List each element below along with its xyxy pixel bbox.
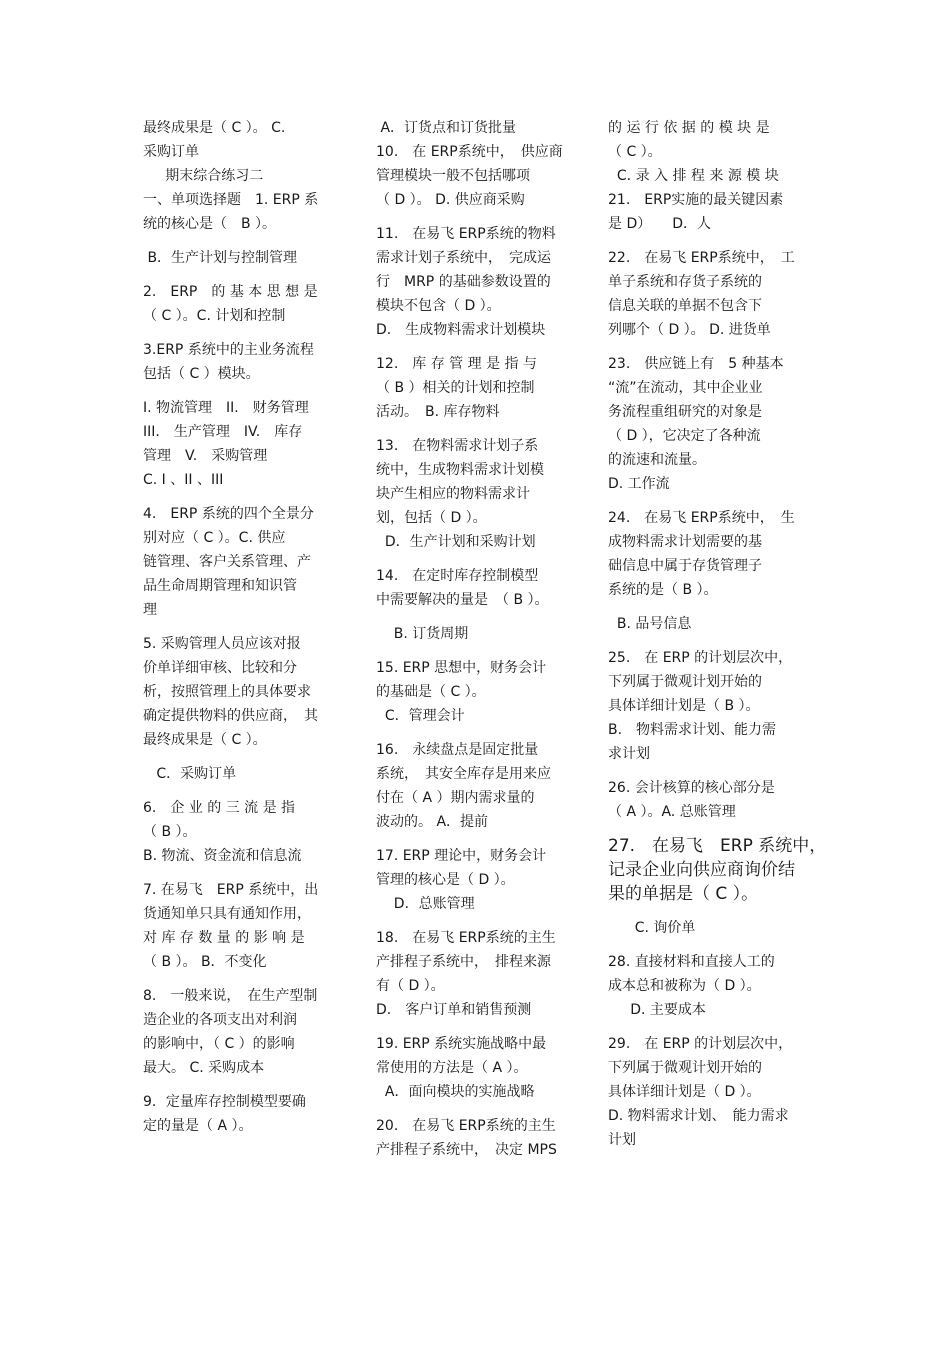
text-line: 具体详细计划是（ B ）。	[608, 698, 760, 714]
text-line: 10. 在 ERP系统中， 供应商	[376, 144, 563, 160]
text-line: 15. ERP 思想中，财务会计	[376, 660, 547, 676]
text-line: 12. 库 存 管 理 是 指 与	[376, 356, 537, 372]
text-line: B. 物流、资金流和信息流	[143, 848, 302, 864]
text-column-3	[608, 116, 827, 1162]
question-block	[608, 646, 808, 766]
question-block	[608, 776, 808, 824]
text-line: 是 D） D．人	[608, 216, 712, 232]
text-line: 管理模块一般不包括哪项	[376, 168, 530, 184]
text-line: 求计划	[608, 746, 650, 762]
text-line: I. 物流管理 II. 财务管理	[143, 400, 309, 416]
question-block	[376, 738, 576, 834]
text-line: 26. 会计核算的核心部分是	[608, 780, 775, 796]
text-line: （ C ）。C. 计划和控制	[143, 308, 286, 324]
question-block	[376, 656, 576, 728]
text-line: 确定提供物料的供应商， 其	[143, 708, 318, 724]
question-block	[376, 116, 576, 212]
text-line: 5. 采购管理人员应该对报	[143, 636, 301, 652]
text-line: 的影响中，（ C ）的影响	[143, 1036, 295, 1052]
text-line: 成物料需求计划需要的基	[608, 534, 762, 550]
text-line: 2. ERP 的 基 本 思 想 是	[143, 284, 318, 300]
text-line: C. 录 入 排 程 来 源 模 块	[608, 168, 779, 184]
text-line: 7. 在易飞 ERP 系统中，出	[143, 882, 319, 898]
question-block	[143, 116, 343, 236]
text-line: 29. 在 ERP 的计划层次中，	[608, 1036, 793, 1052]
text-line: 21. ERP实施的最关键因素	[608, 192, 784, 208]
question-block	[143, 632, 343, 752]
text-line: 22. 在易飞 ERP系统中， 工	[608, 250, 795, 266]
text-line: B. 品号信息	[608, 616, 692, 632]
text-line: 16. 永续盘点是固定批量	[376, 742, 539, 758]
text-line: （ D ），它决定了各种流	[608, 428, 761, 444]
question-block	[143, 280, 343, 328]
text-line: “流”在流动，其中企业业	[608, 380, 763, 396]
text-line: 最终成果是（ C ）。 C.	[143, 120, 286, 136]
text-line: 下列属于微观计划开始的	[608, 674, 762, 690]
text-line: C．采购订单	[143, 766, 237, 782]
text-line: 管理的核心是（ D ）。	[376, 872, 515, 888]
text-line: III. 生产管理 IV. 库存	[143, 424, 303, 440]
text-line: 17. ERP 理论中，财务会计	[376, 848, 547, 864]
question-block	[608, 916, 808, 940]
text-line: D. 客户订单和销售预测	[376, 1002, 532, 1018]
text-line: 采购订单	[143, 144, 199, 160]
question-block	[376, 926, 576, 1022]
text-line: 价单详细审核、比较和分	[143, 660, 297, 676]
text-line: 波动的。 A．提前	[376, 814, 489, 830]
question-block	[376, 222, 576, 342]
text-line: 果的单据是（ C ）。	[608, 884, 759, 904]
question-block	[376, 434, 576, 554]
text-line: 20. 在易飞 ERP系统的主生	[376, 1118, 556, 1134]
text-line: 活动。 B. 库存物料	[376, 404, 500, 420]
question-block	[143, 984, 343, 1080]
text-line: 有（ D ）。	[376, 978, 445, 994]
text-line: 18. 在易飞 ERP系统的主生	[376, 930, 556, 946]
text-line: （ A ）。A. 总账管理	[608, 804, 736, 820]
text-line: B. 物料需求计划、能力需	[608, 722, 777, 738]
question-block	[376, 622, 576, 646]
text-line: （ B ）相关的计划和控制	[376, 380, 535, 396]
text-line: 19. ERP 系统实施战略中最	[376, 1036, 547, 1052]
text-line: 链管理、客户关系管理、产	[143, 554, 311, 570]
question-block	[608, 116, 808, 236]
question-block	[608, 950, 808, 1022]
text-line: 的流速和流量。	[608, 452, 706, 468]
question-block	[143, 396, 343, 492]
text-line: C. 询价单	[608, 920, 696, 936]
text-line: 的基础是（ C ）。	[376, 684, 486, 700]
text-line: C．管理会计	[376, 708, 465, 724]
question-block	[608, 834, 827, 906]
text-line: 具体详细计划是（ D ）。	[608, 1084, 761, 1100]
text-line: D．生产计划和采购计划	[376, 534, 536, 550]
question-block	[608, 506, 808, 602]
text-line: 单子系统和存货子系统的	[608, 274, 762, 290]
text-line: 别对应（ C ）。C. 供应	[143, 530, 286, 546]
text-line: 系统， 其安全库存是用来应	[376, 766, 551, 782]
text-line: 中需要解决的量是 （ B ）。	[376, 592, 549, 608]
text-line: D. 主要成本	[608, 1002, 706, 1018]
text-column-2	[376, 116, 576, 1172]
text-line: 27. 在易飞 ERP 系统中，	[608, 836, 827, 856]
text-line: 常使用的方法是（ A ）。	[376, 1060, 528, 1076]
text-line: （ B ）。 B．不变化	[143, 954, 267, 970]
text-line: 产排程子系统中， 排程来源	[376, 954, 551, 970]
text-line: 统的核心是（ B ）。	[143, 216, 277, 232]
text-line: 货通知单只具有通知作用，	[143, 906, 311, 922]
question-block	[376, 844, 576, 916]
text-line: 需求计划子系统中， 完成运	[376, 250, 551, 266]
text-line: （ D ）。 D. 供应商采购	[376, 192, 525, 208]
text-line: B. 订货周期	[376, 626, 469, 642]
text-line: 6. 企 业 的 三 流 是 指	[143, 800, 296, 816]
text-line: 14. 在定时库存控制模型	[376, 568, 539, 584]
text-line: 13. 在物料需求计划子系	[376, 438, 539, 454]
text-line: 成本总和被称为（ D ）。	[608, 978, 761, 994]
text-line: 础信息中属于存货管理子	[608, 558, 762, 574]
text-line: D. 生成物料需求计划模块	[376, 322, 546, 338]
text-line: 最终成果是（ C ）。	[143, 732, 267, 748]
text-line: 期末综合练习二	[143, 168, 264, 184]
text-line: 11. 在易飞 ERP系统的物料	[376, 226, 556, 242]
text-line: D. 物料需求计划、 能力需求	[608, 1108, 789, 1124]
text-line: 付在（ A ）期内需求量的	[376, 790, 535, 806]
text-line: 信息关联的单据不包含下	[608, 298, 762, 314]
text-line: 4. ERP 系统的四个全景分	[143, 506, 314, 522]
question-block	[143, 878, 343, 974]
text-line: 下列属于微观计划开始的	[608, 1060, 762, 1076]
text-line: D．总账管理	[376, 896, 475, 912]
question-block	[608, 352, 808, 496]
text-line: 列哪个（ D ）。 D. 进货单	[608, 322, 771, 338]
text-line: 最大。 C. 采购成本	[143, 1060, 265, 1076]
text-line: 行 MRP 的基础参数设置的	[376, 274, 551, 290]
question-block	[376, 352, 576, 424]
text-line: C. I 、II 、III	[143, 472, 224, 488]
question-block	[143, 502, 343, 622]
text-line: 8. 一般来说， 在生产型制	[143, 988, 318, 1004]
text-line: 务流程重组研究的对象是	[608, 404, 762, 420]
question-block	[608, 246, 808, 342]
text-line: （ B ）。	[143, 824, 197, 840]
text-line: 块产生相应的物料需求计	[376, 486, 530, 502]
question-block	[376, 1114, 576, 1162]
question-block	[143, 246, 343, 270]
text-line: B．生产计划与控制管理	[143, 250, 298, 266]
text-line: 24. 在易飞 ERP系统中， 生	[608, 510, 795, 526]
question-block	[376, 564, 576, 612]
text-line: 品生命周期管理和知识管	[143, 578, 297, 594]
text-line: 析，按照管理上的具体要求	[143, 684, 311, 700]
text-line: 定的量是（ A ）。	[143, 1118, 253, 1134]
text-line: 计划	[608, 1132, 636, 1148]
text-line: 的 运 行 依 据 的 模 块 是	[608, 120, 770, 136]
text-line: （ C ）。	[608, 144, 662, 160]
text-line: 28. 直接材料和直接人工的	[608, 954, 775, 970]
text-line: 系统的是（ B ）。	[608, 582, 718, 598]
text-line: A．订货点和订货批量	[376, 120, 517, 136]
question-block	[376, 1032, 576, 1104]
text-line: 25. 在 ERP 的计划层次中，	[608, 650, 793, 666]
text-line: 一、单项选择题 1. ERP 系	[143, 192, 319, 208]
text-line: 模块不包含（ D ）。	[376, 298, 501, 314]
question-block	[143, 338, 343, 386]
question-block	[143, 762, 343, 786]
text-line: 23. 供应链上有 5 种基本	[608, 356, 784, 372]
question-block	[608, 612, 808, 636]
text-line: A．面向模块的实施战略	[376, 1084, 535, 1100]
text-line: 理	[143, 602, 157, 618]
text-line: 9．定量库存控制模型要确	[143, 1094, 306, 1110]
text-line: 3.ERP 系统中的主业务流程	[143, 342, 314, 358]
text-line: 划，包括（ D ）。	[376, 510, 487, 526]
text-line: 产排程子系统中， 决定 MPS	[376, 1142, 557, 1158]
text-column-1	[143, 116, 343, 1148]
question-block	[608, 1032, 808, 1152]
question-block	[143, 1090, 343, 1138]
text-line: 记录企业向供应商询价结	[608, 860, 795, 880]
text-line: D. 工作流	[608, 476, 670, 492]
text-line: 包括（ C ）模块。	[143, 366, 260, 382]
text-line: 管理 V. 采购管理	[143, 448, 268, 464]
text-line: 对 库 存 数 量 的 影 响 是	[143, 930, 305, 946]
text-line: 造企业的各项支出对利润	[143, 1012, 297, 1028]
text-line: 统中，生成物料需求计划模	[376, 462, 544, 478]
question-block	[143, 796, 343, 868]
